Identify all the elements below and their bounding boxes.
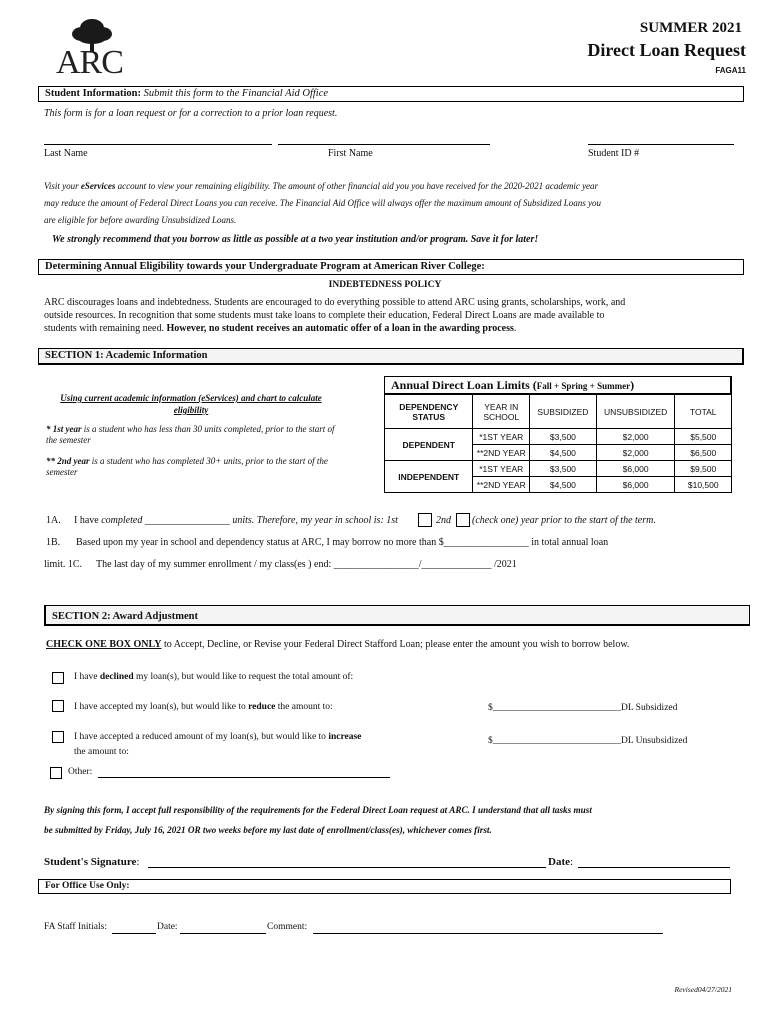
- q1b-number: 1B.: [46, 537, 61, 548]
- first-name-field[interactable]: [278, 144, 490, 145]
- second-year-note: ** 2nd year is a student who has completed 30+ units, prior to the start of the semester: [46, 456, 328, 477]
- student-id-field[interactable]: [588, 144, 734, 145]
- student-info-header: [38, 86, 744, 102]
- revised-date: Revised04/27/2021: [674, 985, 732, 994]
- table-cell: **2ND YEAR: [473, 445, 530, 461]
- term-label: SUMMER 2021: [639, 20, 742, 36]
- group-dependent: DEPENDENT: [385, 429, 473, 461]
- other-field[interactable]: [98, 777, 390, 778]
- annual-eligibility-header: Determining Annual Eligibility towards your Undergraduate Program at American River College:: [38, 259, 744, 275]
- table-cell: $4,500: [530, 477, 597, 493]
- student-info-note: This form is for a loan request or for a correction to a prior loan request.: [44, 108, 338, 119]
- first-year-checkbox[interactable]: [418, 513, 432, 527]
- student-info-label: Student Information:: [45, 88, 141, 99]
- last-name-field[interactable]: [44, 144, 272, 145]
- fa-initials-field[interactable]: [112, 933, 156, 934]
- fa-comment-field[interactable]: [313, 933, 663, 934]
- th-dependency: DEPENDENCY STATUS: [385, 395, 473, 429]
- first-name-label: First Name: [328, 148, 373, 159]
- section2-header: SECTION 2: Award Adjustment: [44, 605, 750, 626]
- signing-statement: By signing this form, I accept full responsibility of the requirements for the Federal Direct Loan request at ARC. I understand that all tasks must be submitted by Friday, July 16, 2021 OR two weeks before my last date of enrollment/class(es), whichever comes first.: [44, 805, 592, 835]
- table-cell: $3,500: [530, 461, 597, 477]
- table-cell: $10,500: [675, 477, 732, 493]
- recommend-text: We strongly recommend that you borrow as little as possible at a two year institution and/or program. Save it for later!: [52, 234, 539, 245]
- office-use-header: For Office Use Only:: [38, 879, 731, 894]
- second-year-checkbox[interactable]: [456, 513, 470, 527]
- section1-header: SECTION 1: Academic Information: [38, 348, 744, 365]
- table-cell: $6,500: [675, 445, 732, 461]
- table-cell: **2ND YEAR: [473, 477, 530, 493]
- first-year-note: * 1st year is a student who has less than 30 units completed, prior to the start of the semester: [46, 424, 335, 445]
- eservices-text: eServices: [80, 181, 116, 191]
- table-cell: $9,500: [675, 461, 732, 477]
- limits-title-box: Annual Direct Loan Limits (Fall + Spring + Summer): [384, 376, 732, 394]
- opt-declined-text: I have declined my loan(s), but would like to request the total amount of:: [74, 672, 354, 682]
- policy-title: INDEBTEDNESS POLICY: [328, 280, 442, 290]
- other-checkbox[interactable]: [50, 767, 62, 779]
- fa-date-field[interactable]: [180, 933, 266, 934]
- increase-checkbox[interactable]: [52, 731, 64, 743]
- dl-subsidized-field[interactable]: $___________________________DL Subsidized: [488, 703, 678, 713]
- dl-unsubsidized-field[interactable]: $___________________________DL Unsubsidized: [488, 736, 688, 746]
- section2-instruction: CHECK ONE BOX ONLY to Accept, Decline, or Revise your Federal Direct Stafford Loan; please enter the amount you wish to borrow below.: [46, 639, 630, 650]
- arc-logo: [56, 14, 126, 81]
- q1c-prefix: limit. 1C.: [44, 559, 83, 570]
- q1c-text: The last day of my summer enrollment / my class(es ) end: _________________/______________ /2021: [96, 559, 517, 570]
- form-code: FAGA11: [715, 66, 746, 75]
- signature-field[interactable]: [148, 867, 546, 868]
- signature-label: Student's Signature:: [44, 856, 140, 868]
- using-info-text: Using current academic information (eServices) and chart to calculate eligibility: [60, 393, 322, 415]
- q1b-text: Based upon my year in school and dependency status at ARC, I may borrow no more than $_________________ in total annual loan: [76, 537, 609, 548]
- student-id-label: Student ID #: [588, 148, 640, 159]
- th-subsidized: SUBSIDIZED: [530, 395, 597, 429]
- other-label: Other:: [68, 767, 93, 777]
- table-cell: $5,500: [675, 429, 732, 445]
- fa-comment-label: Comment:: [267, 922, 308, 932]
- table-cell: $6,000: [596, 461, 675, 477]
- table-cell: *1ST YEAR: [473, 429, 530, 445]
- q1a-2nd: 2nd: [436, 515, 451, 526]
- group-independent: INDEPENDENT: [385, 461, 473, 493]
- student-info-instruction: Submit this form to the Financial Aid Office: [143, 88, 329, 99]
- table-cell: $2,000: [596, 445, 675, 461]
- last-name-label: Last Name: [44, 148, 88, 159]
- declined-checkbox[interactable]: [52, 672, 64, 684]
- th-unsubsidized: UNSUBSIDIZED: [596, 395, 675, 429]
- opt-reduce-text: I have accepted my loan(s), but would like to reduce the amount to:: [74, 702, 333, 712]
- q1a-end: (check one) year prior to the start of the term.: [472, 515, 656, 526]
- table-cell: $4,500: [530, 445, 597, 461]
- loan-limits-table: [384, 394, 732, 493]
- eligibility-paragraph: Visit your eServices account to view your remaining eligibility. The amount of other financial aid you you have received for the 2020-2021 academic year may reduce the amount of Federal Direct Loans you can receive. The Financial Aid Office will always offer the maximum amount of Subsidized Loans you are eligible for before awarding Unsubsidized Loans.: [44, 181, 601, 225]
- page-title: Direct Loan Request: [587, 40, 746, 60]
- opt-increase-text: I have accepted a reduced amount of my loan(s), but would like to increase the amount to:: [74, 732, 362, 757]
- q1a-number: 1A.: [46, 515, 61, 526]
- q1a-text: I have completed _________________ units. Therefore, my year in school is: 1st: [74, 515, 398, 526]
- logo-text: ARC: [56, 44, 123, 81]
- th-total: TOTAL: [675, 395, 732, 429]
- reduce-checkbox[interactable]: [52, 700, 64, 712]
- fa-initials-label: FA Staff Initials:: [44, 922, 107, 932]
- table-cell: *1ST YEAR: [473, 461, 530, 477]
- table-cell: $3,500: [530, 429, 597, 445]
- policy-paragraph: ARC discourages loans and indebtedness. Students are encouraged to do everything possible to attend ARC using grants, scholarships, work, and outside resources. In recognition that some students must take loans to complete their education, Federal Direct Loans are made available to students with remaining need. However, no student receives an automatic offer of a loan in the awarding process.: [44, 297, 626, 334]
- signature-date-field[interactable]: [578, 867, 730, 868]
- signature-date-label: Date:: [548, 856, 574, 868]
- th-year: YEAR IN SCHOOL: [473, 395, 530, 429]
- table-cell: $6,000: [596, 477, 675, 493]
- fa-date-label: Date:: [157, 922, 178, 932]
- table-cell: $2,000: [596, 429, 675, 445]
